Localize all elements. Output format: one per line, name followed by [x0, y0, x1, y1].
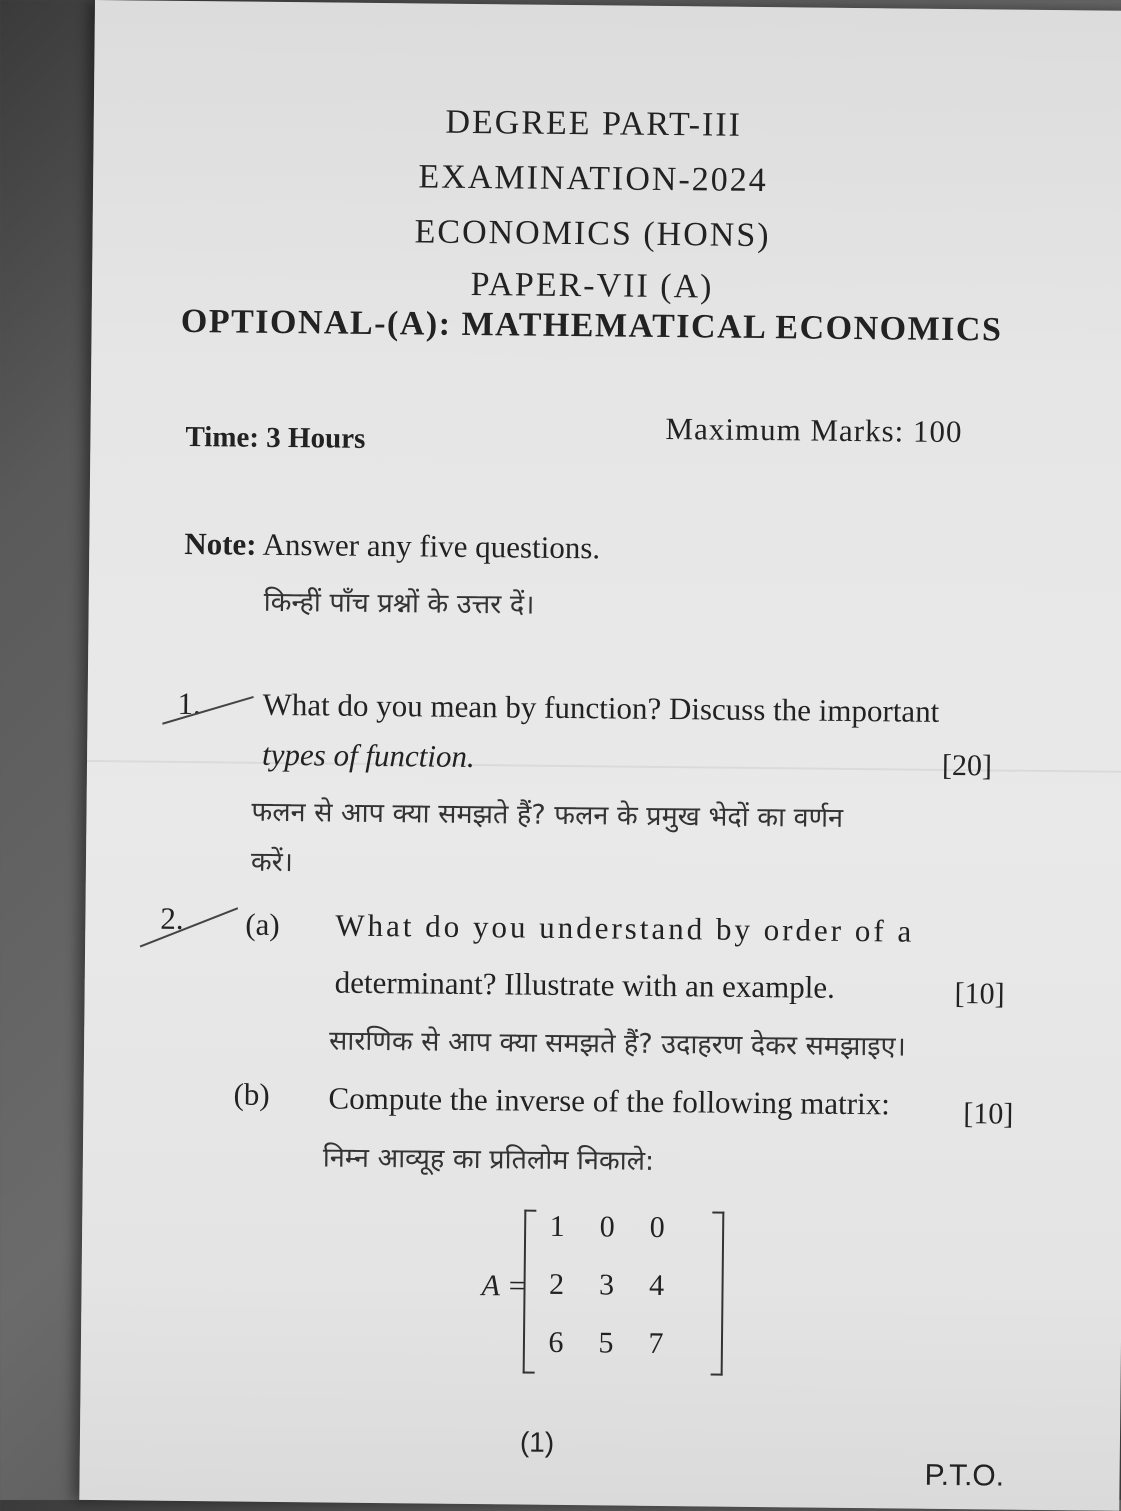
q2-number: 2. [160, 900, 184, 936]
q2a-line1: What do you understand by order of a [335, 907, 915, 949]
matrix-cell: 4 [648, 1268, 665, 1303]
q2b-hindi: निम्न आव्यूह का प्रतिलोम निकाले: [322, 1142, 655, 1177]
note-hindi: किन्हीं पाँच प्रश्नों के उत्तर दें। [263, 586, 535, 621]
q2b-marks: [10] [963, 1097, 1014, 1131]
pto-label: P.T.O. [924, 1458, 1005, 1493]
q1-tick-mark [162, 696, 254, 725]
matrix-cell: 0 [649, 1210, 665, 1245]
q1-hindi-line1: फलन से आप क्या समझते हैं? फलन के प्रमुख भेदों का वर्णन [251, 796, 844, 834]
note-text: Answer any five questions. [262, 526, 601, 566]
matrix-cell: 5 [598, 1326, 614, 1360]
header-paper: PAPER-VII (A) [470, 265, 714, 306]
q1-marks: [20] [941, 748, 993, 783]
matrix-label: A = [481, 1269, 528, 1303]
q1-number: 1. [177, 685, 202, 722]
q2-tick-mark [140, 907, 238, 947]
exam-paper [79, 0, 1121, 1511]
matrix-cell: 6 [548, 1325, 564, 1359]
matrix-right-bracket [711, 1212, 725, 1376]
note-line [184, 526, 600, 566]
page-number: (1) [519, 1426, 555, 1458]
q2b-label: (b) [233, 1076, 270, 1112]
time-allowed: Time: 3 Hours [185, 420, 366, 455]
header-optional: OPTIONAL-(A): MATHEMATICAL ECONOMICS [180, 302, 1003, 349]
matrix-cell: 0 [599, 1210, 615, 1244]
note-label: Note: [184, 525, 257, 562]
matrix-cell: 2 [548, 1267, 565, 1301]
header-degree: DEGREE PART-III [445, 103, 743, 144]
q2a-hindi: सारणिक से आप क्या समझते हैं? उदाहरण देकर समझाइए। [328, 1025, 906, 1063]
q2a-line2: determinant? Illustrate with an example. [334, 964, 836, 1005]
matrix-cell: 7 [648, 1326, 664, 1361]
maximum-marks: Maximum Marks: 100 [665, 410, 963, 450]
q2b-line1: Compute the inverse of the following matrix: [328, 1080, 891, 1122]
matrix-cell: 3 [598, 1268, 615, 1302]
header-examination: EXAMINATION-2024 [418, 158, 768, 200]
q1-line1: What do you mean by function? Discuss the important [262, 686, 940, 729]
q2a-label: (a) [245, 906, 280, 942]
q1-line2: types of function. [261, 736, 475, 775]
matrix-cell: 1 [549, 1209, 565, 1243]
matrix-a [481, 1209, 783, 1382]
q1-hindi-line2: करें। [250, 846, 294, 879]
matrix-left-bracket [523, 1210, 537, 1374]
q2a-marks: [10] [954, 977, 1005, 1011]
header-subject: ECONOMICS (HONS) [414, 213, 771, 255]
